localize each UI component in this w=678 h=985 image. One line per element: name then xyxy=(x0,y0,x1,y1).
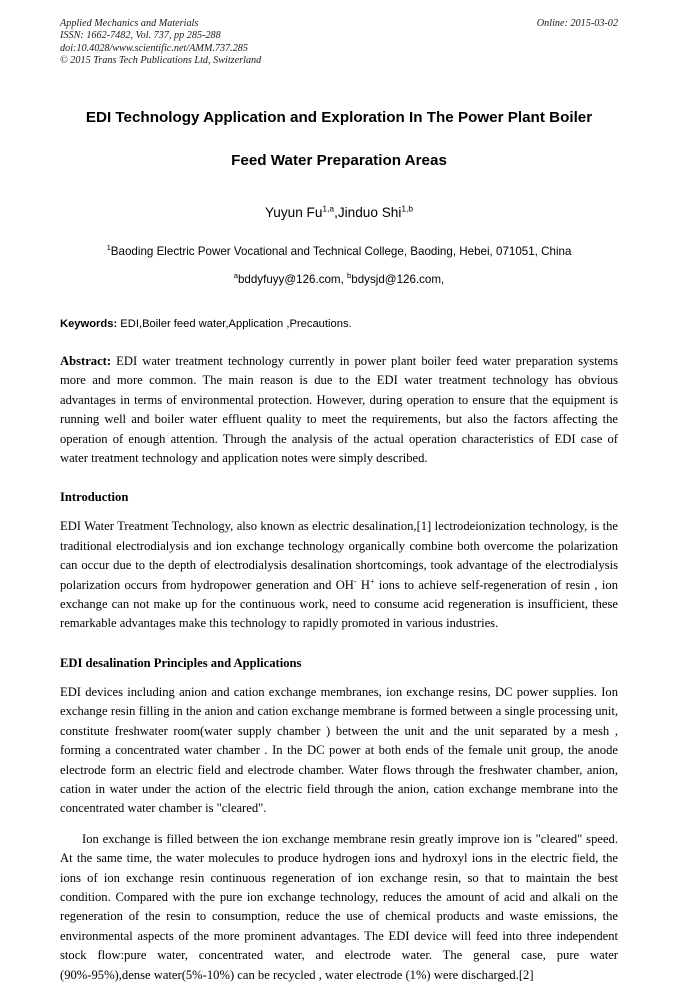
section-introduction xyxy=(60,488,618,633)
email-address-b: bdysjd@126.com, xyxy=(351,273,445,286)
section-heading: Introduction xyxy=(60,490,129,505)
author-name-2: Jinduo Shi xyxy=(337,205,402,220)
online-date: Online: 2015-03-02 xyxy=(536,18,618,29)
keywords-line xyxy=(60,316,618,332)
superscript-plus: + xyxy=(370,576,375,586)
abstract-text: EDI water treatment technology currently in power plant boiler feed water preparation systems more and more common. The main reason is due to the EDI water treatment technology has obvious advantages in terms of environmental protection. However, during operation to ensure that the equipment is running well and boiler water effluent quality to meet the requirements, but also the factors affecting the operation of enough attention. Through the analysis of the actual operation characteristics of EDI case of water treatment technology and application notes were simply described. xyxy=(60,354,618,466)
title-line-1: EDI Technology Application and Exploration In The Power Plant Boiler xyxy=(85,109,593,126)
doi-line: doi:10.4028/www.scientific.net/AMM.737.285 xyxy=(60,42,248,54)
author-sup-1: 1,a xyxy=(322,203,335,214)
author-list xyxy=(60,204,618,222)
section-edi-desalination xyxy=(60,654,618,985)
abstract-block xyxy=(60,352,618,468)
superscript-minus: - xyxy=(353,576,357,586)
email-marker-a: a xyxy=(233,271,238,281)
page-title xyxy=(60,96,618,182)
affiliation-text: Baoding Electric Power Vocational and Technical College, Baoding, Hebei, 071051, China xyxy=(110,245,572,258)
keywords-label: Keywords: xyxy=(60,318,118,330)
affiliation-marker: 1 xyxy=(106,243,111,253)
author-emails xyxy=(60,272,618,288)
paragraph-part-3: ions to achieve self-regeneration of resin , ion exchange can not make up for the continuous work, need to consume acid regeneration is insufficient, these remarkable advantages make this technology to rapidly promoted in various industries. xyxy=(60,577,618,631)
issn-volume-pages: ISSN: 1662-7482, Vol. 737, pp 285-288 xyxy=(60,30,221,42)
paragraph-part-1: EDI Water Treatment Technology, also known as electric desalination,[1] lectrodeionization technology, is the traditional electrodialysis and ion exchange technology organically combine both overcome the polarization can occur due to the depth of electrodialysis desalination shortcomings, took advantage of the electrodialysis polarization occurs from hydropower generation and OH xyxy=(60,519,618,592)
running-head-left xyxy=(60,18,261,68)
paragraph-part-2: H xyxy=(356,577,371,592)
email-marker-b: b xyxy=(347,271,352,281)
email-address-a: bddyfuyy@126.com, xyxy=(237,273,348,286)
title-line-2: Feed Water Preparation Areas xyxy=(231,152,447,169)
running-head xyxy=(60,18,618,74)
author-separator: , xyxy=(334,205,338,220)
section-paragraph: Ion exchange is filled between the ion exchange membrane resin greatly improve ion is "cleared" speed. At the same time, the water molecules to produce hydrogen ions and hydroxyl ions in the electric field, the ions of ion exchange resin continuous regeneration of ion exchange resin, so that to maintain the best condition. Compared with the pure ion exchange technology, reduces the amount of acid and alkali on the regeneration of the resin to consumption, reduce the use of chemical products and waste emissions, the environmental aspects of the more prominent advantages. The EDI device will feed into three independent stock flow:pure water, concentrated water, and electrode water. The general case, pure water (90%-95%),dense water(5%-10%) can be recycled , water electrode (1%) were discharged.[2] xyxy=(60,831,618,982)
journal-name: Applied Mechanics and Materials xyxy=(60,18,199,29)
section-heading: EDI desalination Principles and Applications xyxy=(60,655,302,670)
abstract-label: Abstract: xyxy=(60,354,112,368)
copyright-line: © 2015 Trans Tech Publications Ltd, Switzerland xyxy=(60,55,262,67)
author-name-1: Yuyun Fu xyxy=(264,205,323,220)
section-paragraph: EDI devices including anion and cation exchange membranes, ion exchange resins, DC power supplies. Ion exchange resin filling in the anion and cation exchange membrane is formed between a single processing unit, constitute freshwater room(water supply chamber ) between the unit and the unit separated by a mesh , forming a concentrated water chamber . In the DC power at both ends of the female unit group, the anode electrode form an electric field and electrode chamber. Water flows through the freshwater chamber, anion, cation in water under the action of the electric field through the anion, cation exchange membrane into the concentrated water chamber is "cleared". xyxy=(60,684,618,816)
author-sup-2: 1,b xyxy=(401,203,413,214)
affiliation xyxy=(60,244,618,260)
section-paragraph xyxy=(60,517,618,633)
keywords-value: EDI,Boiler feed water,Application ,Precautions. xyxy=(117,318,352,330)
